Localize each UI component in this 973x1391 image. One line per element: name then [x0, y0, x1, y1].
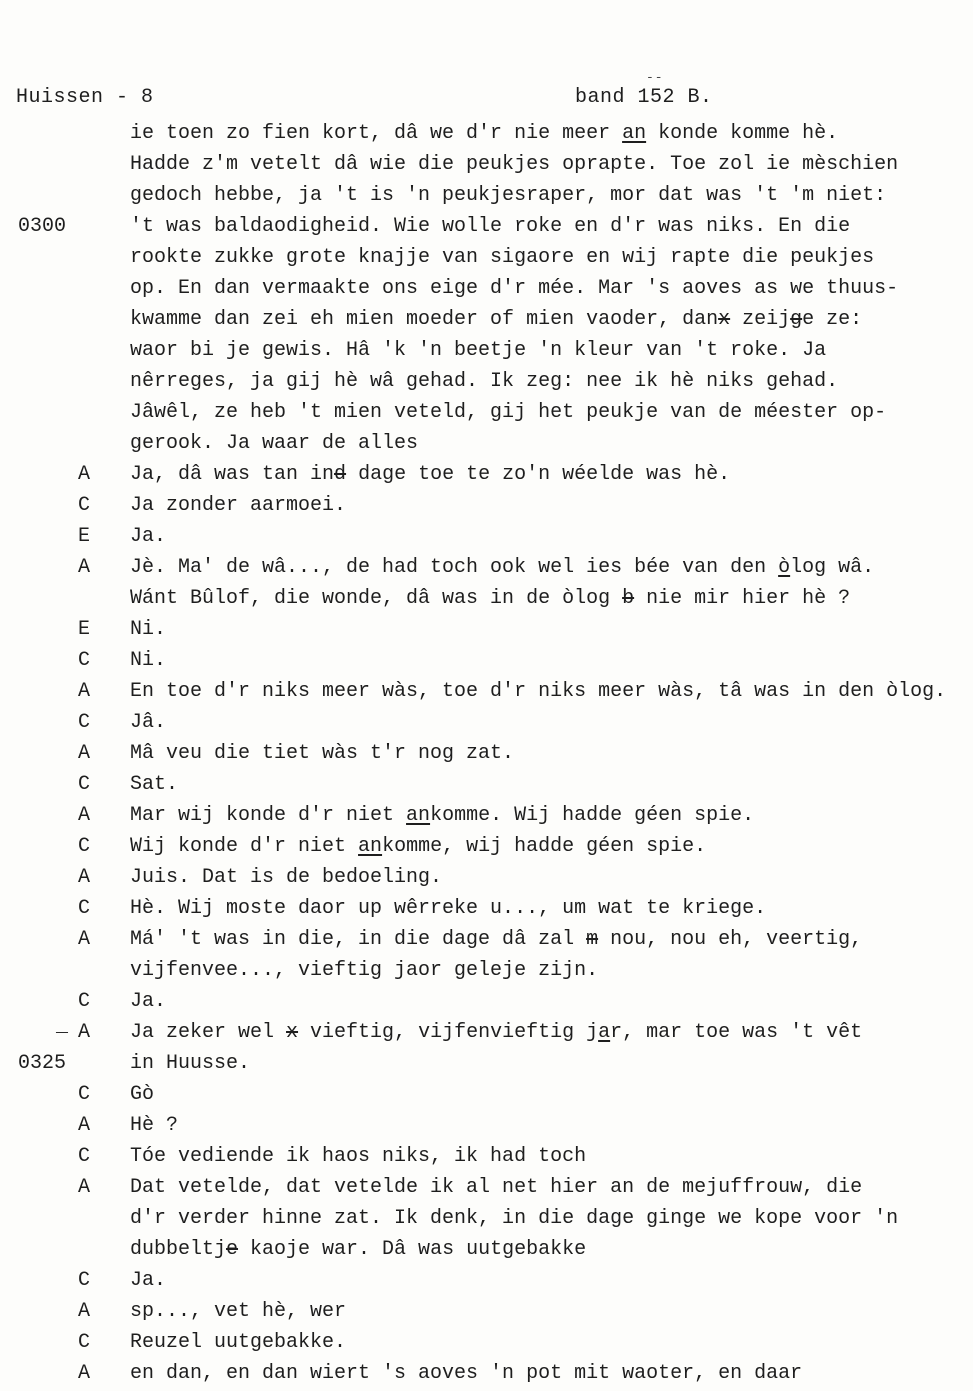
transcript-line	[0, 521, 973, 552]
plain-text: log wâ.	[790, 556, 875, 579]
plain-text: vieftig, vijfenvieftig j	[298, 1021, 599, 1044]
line-text	[130, 1048, 250, 1079]
plain-text: Gò	[130, 1083, 155, 1106]
line-text	[130, 1110, 178, 1141]
line-text	[130, 1296, 346, 1327]
plain-text: op. En dan vermaakte ons eige d'r mée. Mar 's aoves as we thuus-	[130, 277, 899, 300]
struck-text: d	[334, 463, 347, 486]
transcript-line	[0, 986, 973, 1017]
underlined-text: a	[598, 1021, 611, 1044]
line-text	[130, 211, 850, 242]
plain-text: nie mir hier hè ?	[634, 587, 851, 610]
line-text	[130, 1079, 154, 1110]
plain-text: Ja.	[130, 525, 167, 548]
transcript-line	[0, 1327, 973, 1358]
speaker-label: A	[78, 1176, 91, 1199]
speaker-label: C	[78, 990, 91, 1013]
underlined-text: an	[622, 122, 647, 145]
transcript-line	[0, 335, 973, 366]
speaker-label: C	[78, 835, 91, 858]
transcript-line	[0, 893, 973, 924]
plain-text: Jè. Ma' de wâ..., de had toch ook wel ies bée van den	[130, 556, 779, 579]
line-text	[130, 893, 766, 924]
struck-text: e	[226, 1238, 239, 1261]
underscore-mark: _	[56, 1015, 69, 1038]
transcript-line	[0, 1141, 973, 1172]
plain-text: Ja.	[130, 1269, 167, 1292]
line-text	[130, 769, 178, 800]
plain-text: Hè. Wij moste daor up wêrreke u..., um wat te kriege.	[130, 897, 767, 920]
transcript-line	[0, 180, 973, 211]
transcript-line	[0, 800, 973, 831]
line-text	[130, 552, 874, 583]
transcript-line	[0, 397, 973, 428]
line-text	[130, 1017, 862, 1048]
transcript-line	[0, 459, 973, 490]
transcript-line	[0, 490, 973, 521]
speaker-label: A	[78, 1114, 91, 1137]
struck-text: g	[790, 308, 803, 331]
plain-text: komme, wij hadde géen spie.	[382, 835, 707, 858]
plain-text: gedoch hebbe, ja 't is 'n peukjesraper, mor dat was 't 'm niet:	[130, 184, 887, 207]
transcript-body	[0, 118, 973, 1389]
plain-text: Jâ.	[130, 711, 167, 734]
line-text	[130, 1172, 862, 1203]
speaker-label: C	[78, 773, 91, 796]
plain-text: vijfenvee..., vieftig jaor geleje zijn.	[130, 959, 599, 982]
line-text	[130, 1265, 166, 1296]
plain-text: nêrreges, ja gij hè wâ gehad. Ik zeg: nee ik hè niks gehad.	[130, 370, 839, 393]
struck-text: x	[718, 308, 731, 331]
line-text	[130, 645, 166, 676]
plain-text: Mâ veu die tiet wàs t'r nog zat.	[130, 742, 515, 765]
line-text	[130, 614, 166, 645]
plain-text: En toe d'r niks meer wàs, toe d'r niks meer wàs, tâ was in den òlog.	[130, 680, 947, 703]
plain-text: zeij	[730, 308, 791, 331]
line-text	[130, 1234, 586, 1265]
line-text	[130, 242, 874, 273]
line-text	[130, 459, 730, 490]
plain-text: Ja, dâ was tan in	[130, 463, 335, 486]
plain-text: Má' 't was in die, in die dage dâ zal	[130, 928, 587, 951]
plain-text: Hè ?	[130, 1114, 179, 1137]
plain-text: rookte zukke grote knajje van sigaore en wij rapte die peukjes	[130, 246, 875, 269]
speaker-label: A	[78, 804, 91, 827]
speaker-label: A	[78, 463, 91, 486]
transcript-line	[0, 738, 973, 769]
line-text	[130, 1327, 346, 1358]
line-text	[130, 862, 442, 893]
underlined-text: ò	[778, 556, 791, 579]
transcript-line	[0, 924, 973, 955]
transcript-line	[0, 428, 973, 459]
speaker-label: C	[78, 1145, 91, 1168]
plain-text: en dan, en dan wiert 's aoves 'n pot mit waoter, en daar	[130, 1362, 803, 1385]
plain-text: nou, nou eh, veertig,	[598, 928, 863, 951]
line-text	[130, 707, 166, 738]
speaker-label: A	[78, 680, 91, 703]
transcript-line	[0, 1265, 973, 1296]
transcript-line	[0, 149, 973, 180]
transcript-line	[0, 1017, 973, 1048]
speaker-label: E	[78, 525, 91, 548]
line-text	[130, 521, 166, 552]
plain-text: Ja zonder aarmoei.	[130, 494, 347, 517]
transcript-line	[0, 1048, 973, 1079]
line-text	[130, 428, 418, 459]
plain-text: Wij konde d'r niet	[130, 835, 359, 858]
transcript-line	[0, 211, 973, 242]
struck-text: m	[586, 928, 599, 951]
transcript-line	[0, 366, 973, 397]
plain-text: Ni.	[130, 649, 167, 672]
line-text	[130, 676, 946, 707]
transcript-line	[0, 242, 973, 273]
line-text	[130, 273, 898, 304]
line-text	[130, 1203, 898, 1234]
line-text	[130, 366, 838, 397]
transcript-line	[0, 676, 973, 707]
speaker-label: C	[78, 1331, 91, 1354]
band-label: band 152 B.	[575, 86, 713, 109]
line-text	[130, 955, 598, 986]
struck-text: x	[286, 1021, 299, 1044]
plain-text: dubbeltj	[130, 1238, 227, 1261]
plain-text: Hadde z'm vetelt dâ wie die peukjes oprapte. Toe zol ie mèschien	[130, 153, 899, 176]
transcript-line	[0, 1296, 973, 1327]
line-text	[130, 180, 886, 211]
plain-text: d'r verder hinne zat. Ik denk, in die dage ginge we kope voor 'n	[130, 1207, 899, 1230]
transcript-line	[0, 955, 973, 986]
speaker-label: A	[78, 1362, 91, 1385]
transcript-line	[0, 304, 973, 335]
transcript-line	[0, 831, 973, 862]
plain-text: Dat vetelde, dat vetelde ik al net hier an de mejuffrouw, die	[130, 1176, 863, 1199]
speaker-label: C	[78, 711, 91, 734]
plain-text: kaoje war. Dâ was uutgebakke	[238, 1238, 587, 1261]
transcript-line	[0, 769, 973, 800]
transcript-line	[0, 614, 973, 645]
plain-text: konde komme hè.	[646, 122, 839, 145]
plain-text: in Huusse.	[130, 1052, 251, 1075]
plain-text: Sat.	[130, 773, 179, 796]
transcript-line	[0, 862, 973, 893]
line-text	[130, 149, 898, 180]
transcript-line	[0, 1110, 973, 1141]
transcript-line	[0, 1358, 973, 1389]
line-text	[130, 831, 706, 862]
plain-text: komme. Wij hadde géen spie.	[430, 804, 755, 827]
plain-text: Jâwêl, ze heb 't mien veteld, gij het peukje van de méester op-	[130, 401, 887, 424]
line-text	[130, 1141, 586, 1172]
plain-text: Ja zeker wel	[130, 1021, 287, 1044]
speaker-label: C	[78, 1083, 91, 1106]
line-text	[130, 583, 850, 614]
plain-text: sp..., vet hè, wer	[130, 1300, 347, 1323]
speaker-label: A	[78, 866, 91, 889]
transcript-line	[0, 583, 973, 614]
transcript-line	[0, 1234, 973, 1265]
plain-text: Reuzel uutgebakke.	[130, 1331, 347, 1354]
speaker-label: C	[78, 494, 91, 517]
speaker-label: C	[78, 897, 91, 920]
plain-text: Ni.	[130, 618, 167, 641]
transcript-line	[0, 707, 973, 738]
transcript-line	[0, 1203, 973, 1234]
plain-text: e ze:	[802, 308, 863, 331]
line-text	[130, 118, 838, 149]
plain-text: Ja.	[130, 990, 167, 1013]
timecode-margin-label: 0325	[18, 1052, 67, 1075]
plain-text: Wánt Bûlof, die wonde, dâ was in de òlog	[130, 587, 623, 610]
plain-text: Mar wij konde d'r niet	[130, 804, 407, 827]
underlined-text: an	[406, 804, 431, 827]
speaker-label: C	[78, 1269, 91, 1292]
plain-text: 't was baldaodigheid. Wie wolle roke en d'r was niks. En die	[130, 215, 851, 238]
transcript-line	[0, 645, 973, 676]
page-title: Huissen - 8	[16, 86, 154, 109]
struck-text: b	[622, 587, 635, 610]
line-text	[130, 304, 862, 335]
speaker-label: A	[78, 928, 91, 951]
plain-text: ie toen zo fien kort, dâ we d'r nie meer	[130, 122, 623, 145]
line-text	[130, 335, 826, 366]
speaker-label: E	[78, 618, 91, 641]
line-text	[130, 738, 514, 769]
line-text	[130, 1358, 802, 1389]
line-text	[130, 800, 754, 831]
transcript-line	[0, 273, 973, 304]
speaker-label: A	[78, 1021, 91, 1044]
speaker-label: A	[78, 742, 91, 765]
line-text	[130, 490, 346, 521]
timecode-margin-label: 0300	[18, 215, 67, 238]
transcript-line	[0, 1172, 973, 1203]
transcript-line	[0, 118, 973, 149]
transcript-line	[0, 1079, 973, 1110]
plain-text: Juis. Dat is de bedoeling.	[130, 866, 443, 889]
speaker-label: A	[78, 556, 91, 579]
underlined-text: an	[358, 835, 383, 858]
plain-text: dage toe te zo'n wéelde was hè.	[346, 463, 731, 486]
pencil-mark: --	[646, 70, 664, 85]
line-text	[130, 397, 886, 428]
line-text	[130, 924, 862, 955]
plain-text: Tóe vediende ik haos niks, ik had toch	[130, 1145, 587, 1168]
plain-text: r, mar toe was 't vêt	[610, 1021, 863, 1044]
plain-text: waor bi je gewis. Hâ 'k 'n beetje 'n kleur van 't roke. Ja	[130, 339, 827, 362]
speaker-label: C	[78, 649, 91, 672]
transcript-line	[0, 552, 973, 583]
speaker-label: A	[78, 1300, 91, 1323]
plain-text: kwamme dan zei eh mien moeder of mien vaoder, dan	[130, 308, 719, 331]
plain-text: gerook. Ja waar de alles	[130, 432, 419, 455]
line-text	[130, 986, 166, 1017]
